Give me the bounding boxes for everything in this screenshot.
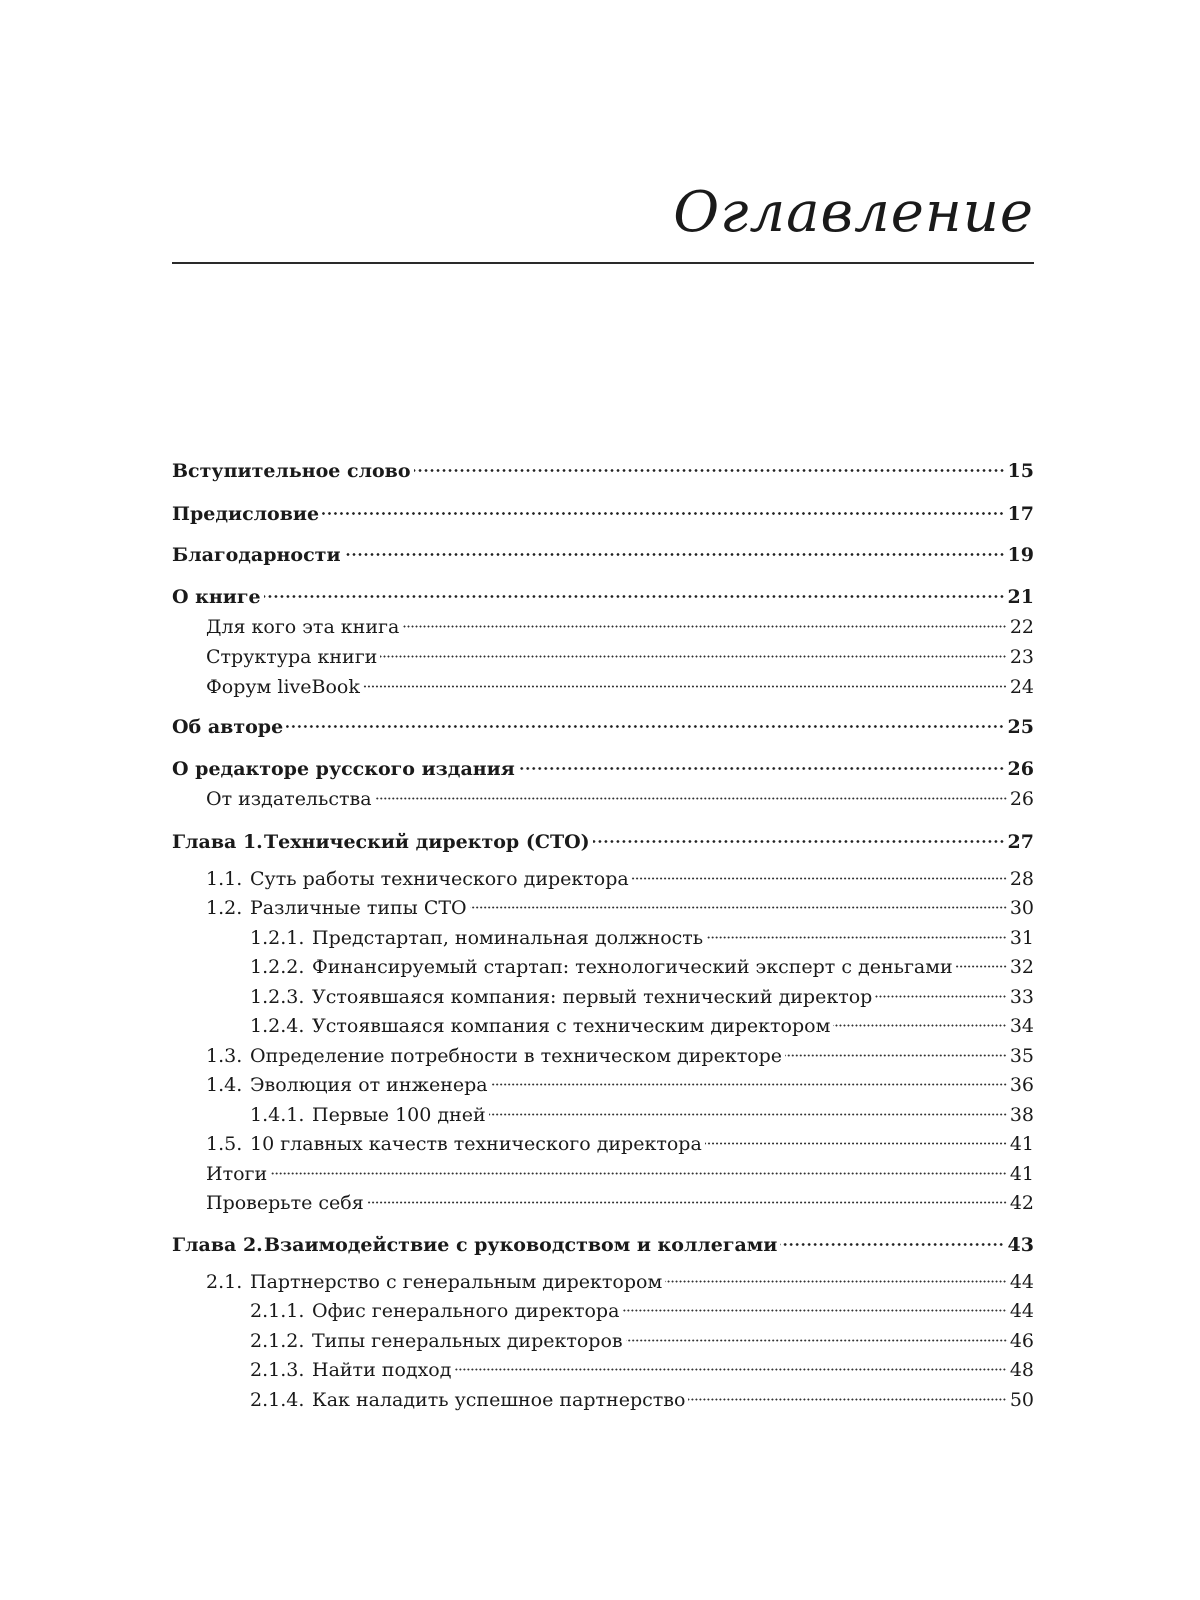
toc-entry-title: Суть работы технического директора — [250, 868, 629, 890]
toc-entry-title: Эволюция от инженера — [250, 1074, 488, 1096]
toc-entry-title: Определение потребности в техническом директоре — [250, 1045, 783, 1067]
toc-entry-title: 10 главных качеств технического директора — [250, 1133, 702, 1155]
toc-entry[interactable] — [172, 827, 1034, 857]
toc-entry-number: 1.2.4. — [250, 1015, 305, 1037]
toc-entry[interactable] — [172, 642, 1034, 672]
toc-entry[interactable] — [172, 893, 1034, 923]
toc-entry[interactable] — [172, 1267, 1034, 1297]
toc-entry-page: 22 — [1009, 616, 1034, 638]
toc-entry-title: Типы генеральных директоров — [312, 1330, 623, 1352]
toc-entry-title: Различные типы CTO — [250, 897, 467, 919]
toc-dot-leader — [780, 1243, 1004, 1246]
toc-entry[interactable] — [172, 1296, 1034, 1326]
toc-entry-page: 27 — [1007, 831, 1034, 853]
toc-entry-title: Структура книги — [206, 646, 378, 668]
toc-entry-page: 36 — [1009, 1074, 1034, 1096]
toc-entry-page: 17 — [1007, 503, 1034, 525]
toc-entry-number: 1.2.2. — [250, 956, 305, 978]
toc-entry-title: Взаимодействие с руководством и коллегами — [264, 1234, 778, 1256]
toc-entry-number: 2.1.2. — [250, 1330, 305, 1352]
toc-entry-title: Для кого эта книга — [206, 616, 400, 638]
toc-entry[interactable] — [172, 499, 1034, 529]
toc-entry-number: 1.5. — [206, 1133, 243, 1155]
toc-entry-title: Проверьте себя — [206, 1192, 364, 1214]
toc-entry-page: 34 — [1009, 1015, 1034, 1037]
toc-entry-title: Как наладить успешное партнерство — [312, 1389, 686, 1411]
toc-entry-title: Предстартап, номинальная должность — [312, 927, 704, 949]
toc-entry-title: Финансируемый стартап: технологический эксперт с деньгами — [312, 956, 953, 978]
toc-dot-leader — [705, 1142, 1007, 1145]
toc-entry-page: 42 — [1009, 1192, 1034, 1214]
toc-entry-page: 48 — [1009, 1359, 1034, 1381]
toc-entry-title: Форум liveBook — [206, 676, 360, 698]
toc-entry-number: 1.4.1. — [250, 1104, 305, 1126]
toc-entry-number: 1.2.3. — [250, 986, 305, 1008]
table-of-contents — [172, 0, 1034, 1600]
toc-entry[interactable] — [172, 1355, 1034, 1385]
toc-entry-page: 41 — [1009, 1133, 1034, 1155]
toc-entry[interactable] — [172, 952, 1034, 982]
toc-entry-page: 43 — [1007, 1234, 1034, 1256]
toc-entry[interactable] — [172, 456, 1034, 486]
toc-dot-leader — [632, 877, 1007, 880]
toc-entry-page: 46 — [1009, 1330, 1034, 1352]
toc-dot-leader — [622, 1309, 1006, 1312]
toc-dot-leader — [454, 1368, 1006, 1371]
toc-entry[interactable] — [172, 1159, 1034, 1189]
toc-entry[interactable] — [172, 1070, 1034, 1100]
toc-dot-leader — [785, 1054, 1007, 1057]
toc-entry-title: Вступительное слово — [172, 460, 411, 482]
toc-entry-title: Устоявшаяся компания: первый технический директор — [312, 986, 873, 1008]
toc-dot-leader — [470, 906, 1007, 909]
toc-dot-leader — [518, 767, 1005, 770]
toc-dot-leader — [706, 936, 1007, 939]
toc-entry[interactable] — [172, 1230, 1034, 1260]
toc-entry[interactable] — [172, 712, 1034, 742]
toc-entry[interactable] — [172, 923, 1034, 953]
toc-entry-title: О книге — [172, 586, 261, 608]
toc-dot-leader — [375, 797, 1007, 800]
toc-dot-leader — [264, 595, 1005, 598]
toc-dot-leader — [956, 965, 1007, 968]
toc-entry-page: 30 — [1009, 897, 1034, 919]
toc-entry[interactable] — [172, 540, 1034, 570]
toc-entry-number: 1.1. — [206, 868, 243, 890]
toc-entry-number: 1.3. — [206, 1045, 243, 1067]
toc-dot-leader — [270, 1172, 1007, 1175]
toc-dot-leader — [363, 685, 1007, 688]
toc-entry[interactable] — [172, 1385, 1034, 1415]
toc-dot-leader — [344, 553, 1005, 556]
toc-entry-title: Найти подход — [312, 1359, 452, 1381]
toc-entry-number: 1.4. — [206, 1074, 243, 1096]
toc-entry-number: 1.2.1. — [250, 927, 305, 949]
toc-entry-page: 41 — [1009, 1163, 1034, 1185]
toc-entry-number: 2.1.3. — [250, 1359, 305, 1381]
toc-entry-title: Предисловие — [172, 503, 320, 525]
toc-entry-page: 21 — [1007, 586, 1034, 608]
toc-entry[interactable] — [172, 1041, 1034, 1071]
toc-entry-title: Первые 100 дней — [312, 1104, 486, 1126]
toc-entry-page: 33 — [1009, 986, 1034, 1008]
toc-entry[interactable] — [172, 672, 1034, 702]
toc-entry-number: 2.1.1. — [250, 1300, 305, 1322]
toc-entry-page: 15 — [1007, 460, 1034, 482]
toc-entry-title: О редакторе русского издания — [172, 758, 515, 780]
toc-entry-page: 25 — [1007, 716, 1034, 738]
toc-dot-leader — [491, 1083, 1007, 1086]
toc-entry[interactable] — [172, 1326, 1034, 1356]
toc-entry[interactable] — [172, 1188, 1034, 1218]
toc-entry[interactable] — [172, 982, 1034, 1012]
toc-entry[interactable] — [172, 582, 1034, 612]
toc-dot-leader — [489, 1113, 1007, 1116]
toc-entry[interactable] — [172, 612, 1034, 642]
toc-entry[interactable] — [172, 1129, 1034, 1159]
toc-entry-page: 35 — [1009, 1045, 1034, 1067]
toc-entry-number: 2.1. — [206, 1271, 243, 1293]
toc-entry-title: Устоявшаяся компания с техническим директором — [312, 1015, 831, 1037]
toc-entry-number: Глава 1. — [172, 831, 263, 853]
toc-dot-leader — [593, 840, 1005, 843]
toc-dot-leader — [402, 625, 1007, 628]
toc-dot-leader — [380, 655, 1007, 658]
toc-entry-page: 24 — [1009, 676, 1034, 698]
toc-entry-title: Об авторе — [172, 716, 284, 738]
toc-entry[interactable] — [172, 1011, 1034, 1041]
toc-entry-title: Партнерство с генеральным директором — [250, 1271, 663, 1293]
toc-dot-leader — [414, 469, 1005, 472]
toc-entry-page: 26 — [1007, 758, 1034, 780]
toc-entry-page: 31 — [1009, 927, 1034, 949]
toc-dot-leader — [626, 1339, 1007, 1342]
toc-dot-leader — [367, 1201, 1007, 1204]
toc-entry-page: 50 — [1009, 1389, 1034, 1411]
toc-entry-number: 2.1.4. — [250, 1389, 305, 1411]
toc-entry-title: Благодарности — [172, 544, 341, 566]
toc-entry[interactable] — [172, 1100, 1034, 1130]
toc-dot-leader — [875, 995, 1006, 998]
toc-entry-title: Итоги — [206, 1163, 268, 1185]
toc-entry-title: От издательства — [206, 788, 372, 810]
toc-dot-leader — [665, 1280, 1007, 1283]
page-title: Оглавление — [673, 180, 1034, 245]
toc-dot-leader — [688, 1398, 1006, 1401]
toc-entry-title: Офис генерального директора — [312, 1300, 620, 1322]
toc-entry-page: 32 — [1009, 956, 1034, 978]
toc-dot-leader — [286, 725, 1004, 728]
toc-dot-leader — [322, 512, 1004, 515]
toc-entry-number: 1.2. — [206, 897, 243, 919]
toc-entry-page: 28 — [1009, 868, 1034, 890]
toc-entry-page: 44 — [1009, 1271, 1034, 1293]
toc-dot-leader — [833, 1024, 1006, 1027]
toc-entry[interactable] — [172, 864, 1034, 894]
toc-entry-title: Технический директор (CTO) — [264, 831, 590, 853]
toc-entry-number: Глава 2. — [172, 1234, 263, 1256]
toc-entry[interactable] — [172, 784, 1034, 814]
toc-entry-page: 23 — [1009, 646, 1034, 668]
toc-entry-page: 38 — [1009, 1104, 1034, 1126]
toc-entry-page: 26 — [1009, 788, 1034, 810]
toc-entry-page: 44 — [1009, 1300, 1034, 1322]
toc-entry-page: 19 — [1007, 544, 1034, 566]
toc-entry[interactable] — [172, 754, 1034, 784]
